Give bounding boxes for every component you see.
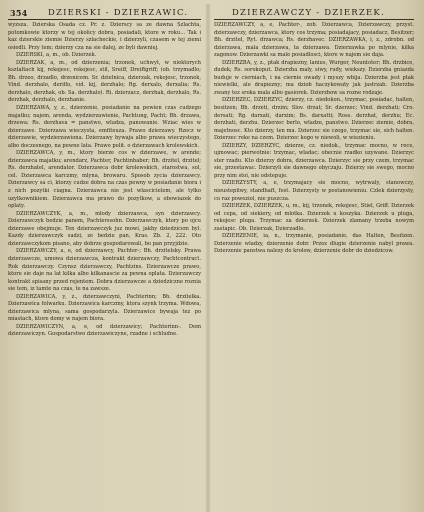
left-header-rule bbox=[8, 19, 201, 20]
entry-paragraph: DZIERZENIE, ia, n., trzymanie, posiadanie, das Halten, Besitzen. Dzierzenie wladzy, dzierzenie dobr. Przez dlugie dzierzenie nabyl prawa. Dzierzenie panstwa nalezy do krolow, dzierzenie dobr do dziedzicow. bbox=[214, 233, 414, 255]
page-gutter bbox=[205, 4, 211, 512]
right-running-header: DZIERZAWCZY - DZIERZEK. bbox=[232, 8, 385, 18]
entry-paragraph: DZIERZAWICZYN, a, e, od dzierzawicy; Pachterinn-. Dom dzierzawiczyn. Gospodarstwo dzierzawiczyne, rzadne i schludne. bbox=[8, 323, 201, 338]
entry-paragraph: DZIERZAWICA, y, z., dzierzawczyni, Pachterinn; Bh. drzitelka. Dzierzawica folwarku. Dzierzawica karczmy, ktora szynk trzyma. Wdowa, dzierzawica mlyna, sama gospodarzyla. Dzierzawice bywaja tez po miastach, ktore domy w najem biora. bbox=[8, 293, 201, 323]
entry-paragraph: DZIERZAWCA, y, m., ktory bierze cos w dzierzawe, w arende; dzierzawca majatku; arendarz, Pachter, Pachtinhaber; Bh. drzitel, drzitel; Rs. derzhatel, arendator. Dzierzawca dobr krolewskich, starostwa, sol, cel. Dzierzawca karczmy, mlyna, browaru. Sposob zycia dzierzawcy. Dzierzawcy sa ci, ktorzy cudze dobra na czas pewny w posiadanie biora i z nich pozytki ciagna. Dzierzawca nie jest wlascicielem, ale tylko uzytkownikiem. Dzierzawca ma prawo do pozytkow, a obowiazek do oplaty. bbox=[8, 150, 201, 210]
right-header-rule bbox=[214, 19, 414, 20]
entry-paragraph: DZIERZBA, y, z., ptak drapiezny, lanius, Wurger, Neuntoter; Bh. drzbice, dudek; Rs. sorokoput. Dzierzba maly, siwy, rudy, wiekszy. Dzierzba gniazda buduje w cierniach, i na ciernie owady i myszy wbija. Dzierzba jest ptak niewielki, ale drapiezny; ma dziob haczykowaty jak jastrzab. Dzierzba zwany tez sroka mala albo gasiorek. Dzierzbow sa rozne rodzaje. bbox=[214, 59, 414, 96]
entry-paragraph: DZIERZY, DZIERZYC, dzierze, cz. niedok., trzymac mocno, w rece, ujmowac; pierwotnie: trzymac, wladac; obecnie rzadko uzywane. Dzierzyc ster rzadu. Kto dzierzy dobra, dzierzawca. Dzierzyc sie przy czem, trzymac sie, przestawac. Dzierzyli sie dawnego obyczaju. Dzierzy sie swego, mocno przy nim stoi, nie odstepuje. bbox=[214, 142, 414, 179]
entry-paragraph: DZIERZYSTY, a, e, trzymajacy sie mocno, wytrwaly, stanowczy, nieustepliwy, standhaft, fest. Dzierzysty w postanowieniu. Czlek dzierzysty, co raz poweziol, nie puszcza. bbox=[214, 180, 414, 202]
entry-paragraph: DZIERZAWCZY, a, e, Pachter-, zob. Dzierzawca, Dzierzawczy, przyst. dzierzawczy, dzierzawca, ktory cos trzyma; posiadajacy, posiadacz, Besitzer; Bh. drzitel, Ryt. drzawca; Rs. derzhavec. DZIERZAWKA, i, z., zdrobn. od dzierzawa, mala dzierzawa, ta dzierzawa. Dzierzawka po mlynie, kilka zagonow. Dzierzawki sa male posiadlosci, ktore w najem sie daja. bbox=[214, 22, 414, 59]
entry-paragraph: DZIERZAWCZY, a, e, od dzierzawcy, Pachter-; Bh. drzitelsky. Prawa dzierzawcze, umowa dzierzawcza, kontrakt dzierzawczy, Pachtcontract. Rok dzierzawczy. Czynsz dzierzawczy, Pachtzins. Dzierzawcze prawo, ktore sie daje na lat kilka albo kilkanascie za pewna oplata. Dzierzawczy kontrakt spisany przed rejentem. Dobra dzierzawcze a dziedziczne roznia sie tem, iz tamte na czas, te na zawsze. bbox=[8, 248, 201, 293]
left-text-column bbox=[8, 22, 201, 508]
entry-paragraph: DZIERZEK, DZIERZEK, u, m., kij, trzonek, rekojesc, Stiel, Griff. Dzierzek od cepa, od siekiery, od mlotka. Dzierzek u koszyka. Dzierzek u pluga, rekojesc pluga. Trzymac za dzierzek. Dzierzek zlamany trzeba nowym zastapic. Ob. Dzierzak, Dzierzadlo. bbox=[214, 203, 414, 232]
entry-paragraph: DZIERSKI, a, m., ob. Dzierzek. bbox=[16, 52, 97, 59]
right-text-column bbox=[214, 22, 414, 508]
entry-paragraph: wyzsza. Dzierska Osada cz. Pr. z. Dzierscy sa ze dawna Szlachta, potomkowie ktorzy w tej okolicy dobra, posiadali, ktore w roku... Tak i kaz dzierskie ziemie Dzierzy szlacheckie, i dzierzyli, czasem w tej ziemi osiedli. Przy tem; dzierzy cza na sie dalej, ze byli dawniej. bbox=[8, 22, 201, 51]
left-running-header: DZIERSKI - DZIERZAWIC. bbox=[48, 8, 189, 18]
entry-paragraph: DZIERZAWA, y, z., dzierzenie, posiadanie na pewien czas cudzego majatku; najem, arenda, wydzierzawienie, Pachtung, Pacht; Bh. drzawa, drzewa; Rs. derzhava = panstwo, wladza, panowanie. Wziac wies w dzierzawe. Dzierzawa wieczysta, emfiteuza. Prawo dzierzawy. Rzecz w dzierzawie, wydzierzawiona. Dzierzawy bywaja albo prawa wieczystego, albo doczesnego, na pewne lata. Prawo polit. o dzierzawach krolewskich. bbox=[8, 105, 201, 149]
entry-paragraph: DZIERZAK, a, m., od dzierzenia; trzonek, uchwyt, w niektorych ksztaltach kij, rekojesc, rekojesc, stil, Sreiff, Dreiftgriff; (ob. trzymadlo; Bh. drzeo, drzadlo, drzenicem. Sr. dzielnica, dzierzak, rekojesc, trzonek, Vind. derzhalo, deriflo, vid. kij, derzhalo; Rg. derxalo, derxalia; Rs. derzhalo, derzhak, ob. Sa. derzhalo). Ri. dzierzacz, derzhak, derzhalo, Rs. derzhak, derzhalo, derzhanie. bbox=[8, 59, 201, 104]
page-number: 354 bbox=[10, 8, 28, 18]
entry-paragraph: DZIERZAWCZYK, a, m., mlody dzierzawca, syn dzierzawcy. Dzierzawczyk bedzie panem, Pachterssohn. Dzierzawczyk, ktory po ojcu dzierzawe obejmuje. Ten dzierzawczyk juz mowi, jakby dziedzicem byl. Kazdy dzierzawczyk sadzi, ze bedzie pan, Kras. Zb. 2, 222. Oto dzierzawczykom pisano, aby dobrze gospodarowali, bo pan przyjdzie. bbox=[8, 210, 201, 247]
entry-paragraph: DZIERZEC, DZIERZYC, dzierzy, cz. niedokon., trzymac, posiadac, halten, besitzen; Bh. drzeti, drzim; Slov. drzat; Sr. dzerzec; Vind. derzhati; Cro. dersati; Rg. darxati, darxim; Bs. darxatti; Ross. derzhat, derzhu; Ec. derzhati, derzhu. Dzierzec berlo, wladze, panstwo. Dzierzec ziemie, dobra, majetnosc. Kto dzierzy, ten ma. Dzierzec sie czego, trzymac sie, sich halten. Dzierzec reke na czem. Dzierzec kogo w niewoli, w wiezieniu. bbox=[214, 97, 414, 142]
